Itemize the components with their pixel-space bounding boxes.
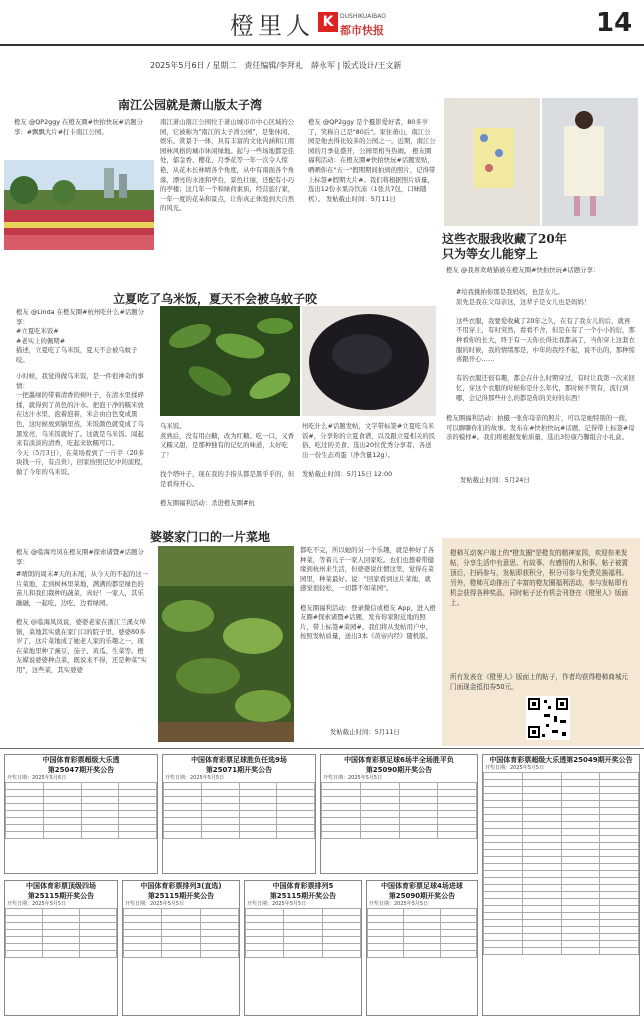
lottery-grid-8 xyxy=(367,908,477,958)
lottery-title-3: 中国体育彩票足球6场半全场胜平负 第25090期开奖公告 xyxy=(344,756,454,774)
story3-body: 小时候，我觉得做乌米饭，是一件很神奇的事情： 一把墨绿的带着清香的树叶子，在清水里揉碎揉，就得到了黄色的汁水。把泡干净的糯米放在这汁水里，泡着泡着，米会由白色变成黑色，这时候放到锅里蒸，米饭颜色就变成了乌黑发亮，乌米饭就好了。这就是乌米饭。闻起来有淡淡的清香，吃起来软糯可口。 今天（5月3日），在菜场看到了一斤半（20多块钱一斤，有点贵），回家按照记忆中的流程，做了今年的乌米饭。 xyxy=(16,372,148,476)
lottery-table-4 xyxy=(482,754,640,1016)
logo-english: DUSHIKUAIBAO xyxy=(340,13,386,20)
lottery-grid-6 xyxy=(123,908,239,958)
vegetable-garden-photo xyxy=(158,546,294,742)
story3-body-middle: 乌米饭。 煮熟后，没有用白糖，改为红糖。吃一口，又香又糯又甜，是那种独有的记忆的味道，太好吃了！ 找个塔叶子，现在我的手指头都是黑乎乎的，但是看得开心。 橙友圈福利活动：杀进橙友圈#杭 xyxy=(160,422,295,507)
park-photo xyxy=(4,160,154,250)
lottery-grid-1 xyxy=(5,782,157,839)
lottery-grid-5 xyxy=(5,908,117,958)
story4-intro: 橙友 @临海弯凤在橙友圈#探索诸暨#话题分享： xyxy=(16,548,144,566)
lottery-date-5: 开奖日期：2025年5月5日 xyxy=(7,901,67,907)
promo-box xyxy=(442,538,640,746)
lottery-date-4: 开奖日期：2025年5月5日 xyxy=(485,765,545,771)
story2-intro: 橙友 @我喜欢萌猫被在橙友圈#快拍快玩#话题分享： xyxy=(446,266,600,274)
story1-intro: 橙友 @QP2ggy 在橙友圈#快拍快玩#话题分享：#飘飘大片#打卡南江公园。 xyxy=(14,118,144,136)
story4-body: #晴朗的周末#天的末尾，从今天的不起的这一片菜地，走到树林里菜地，满满的都是绿色的苗儿和我们栽种的蔬菜，真好！一家人，其乐融融，一起吃，边吃，边看绿园。 橙友 @临海凤凤说，婆婆老家在浙江兰溪女埠镇，菜地其实就在家门口的院子里，婆婆80多岁了，这片菜地成了她老人家的乐趣之一，现在菜地里种了豌豆、茄子、黄瓜、生菜等。橙友媒说婆婆种点菜，既说来不得，还是种菜"实用"，这些菜，其实婆婆 xyxy=(16,570,149,674)
newspaper-logo-icon: K xyxy=(318,12,338,32)
dateline: 2025年5月6日 / 星期二 责任编辑/李拜礼 薛永军 | 版式设计/王文新 xyxy=(150,61,402,70)
lottery-title-7: 中国体育彩票排列5 第25115期开奖公告 xyxy=(269,882,337,900)
story3-intro: 橙友 @Linda 在橙友圈#杭州吃什么#话题分享： #立夏吃米饭# #老实上的佩期# 描述，立夏吃了乌米饭，夏天不会被乌蚊子咬。 xyxy=(16,308,144,364)
lottery-table-2 xyxy=(162,754,316,874)
lottery-title-1: 中国体育彩票超级大乐透 第25047期开奖公告 xyxy=(42,756,120,774)
story2-footer: 橙友圈福利活动：拍摄一张你母亲的照片，可以是她特别的一面，可以聊聊你们的故事。发布在#快拍快玩#话题，记得带上标签#母亲的模样#。我们将根据发帖质量，选出3份康乃馨组合小礼盒。 xyxy=(446,414,635,442)
story4-body-right: 都吃不完，所以她的另一个乐趣，就是种好了各种菜，等着儿子一家人回家吃。也们也想着带健缘到杭州来生活，但婆婆说住惯这里，觉得在菜园里，种菜最好。说："回家看到这片菜地，就感觉很轻松，一切都不如菜园"。 橙友圈福利活动：登录微信或橙友 App，进入橙友圈#探索诸暨#话题，发布你家附近地的照片，带上标签#菜园#。我们将从发帖用户中，按照发帖质量，送出3本《黄帝内经》随机版。 xyxy=(300,546,436,641)
lottery-grid-3 xyxy=(321,782,477,839)
story1-title: 南江公园就是萧山版太子湾 xyxy=(117,98,262,112)
promo-note: 所有发表在《橙里人》版面上的帖子，作者均获得橙柿商城元门面现金抵扣券50元。 xyxy=(450,673,629,691)
logo-chinese: 都市快报 xyxy=(340,24,384,37)
lottery-grid-2 xyxy=(163,782,315,839)
lottery-table-6 xyxy=(122,880,240,1016)
lottery-table-3 xyxy=(320,754,478,874)
leaves-photo xyxy=(160,306,300,416)
lottery-title-5: 中国体育彩票顶级四场 第25115期开奖公告 xyxy=(26,882,96,900)
black-rice-photo xyxy=(302,306,436,416)
story3-body-right: 州吃什么#话题发帖，文字带标签#立夏吃乌米饭#，分享你的立夏食谱，以及跟立夏相关的民俗、吃过的美食、选出20位优秀分享者，各送出一份生态鸡蛋（净含量12g）。 发帖截止时间：5月15日 12:00 xyxy=(302,422,436,478)
story1-body-right: 橙友 @QP2ggy 是个摄影爱好者，80多岁了，笑称自己是"80后"。家住萧山，南江公园是他去得比较多的公园之一。近期，南江公园的月季花盛开，公园里相当热闹。 橙友圈福利活动：在橙友圈#快拍快玩#话题发贴，晒晒你在"五一"假期期间拍到的照片，记得带上标签#假期大片#。我们将根据照片质量，选出12份水果冷饮冻（1张共7包，口味随机）。 发帖截止时间：5月11日 xyxy=(308,118,436,203)
lottery-date-6: 开奖日期：2025年5月5日 xyxy=(125,901,185,907)
lottery-grid-7 xyxy=(245,908,361,958)
story2-quote: #给我挑拍你那是我妈妈，也是女儿。 原先是我在父母亲这，这辈子是女儿也是妈妈！ 这些衣服，我要爱收藏了20年之久，在有了我女儿的后，就再不用穿上，有时突然，看看不舍，但是在有了一个小小的衍，那种看你的长大，终于有一天你长得比我都高了，当你穿上这套衣服的时候，我的情绪那是，中年的我经不起，说不出的，那种惊喜跟开心…… 有的衣服还很有趣，都会在什么时期穿过，有时让我第一次来回忆，穿这个衣服的时候你是什么年代，那时候不管有，流行到哪，会记得那些什么的都是你的美好的东西！ xyxy=(456,288,635,402)
section-title: 橙里人 xyxy=(230,12,314,40)
lottery-table-1 xyxy=(4,754,158,874)
lottery-title-8: 中国体育彩票足球4场进球 第25090期开奖公告 xyxy=(381,882,463,900)
lottery-title-2: 中国体育彩票足球胜负任选9场 第25071期开奖公告 xyxy=(191,756,287,774)
lottery-table-7 xyxy=(244,880,362,1016)
lottery-table-8 xyxy=(366,880,478,1016)
lottery-date-3: 开奖日期：2025年5月5日 xyxy=(323,775,383,781)
lottery-grid-4 xyxy=(483,772,639,955)
story1-body: 南江萧山南江公园位于萧山城市市中心区域的公园，它被称为"南江的太子湾公园"，是集休闲、娱乐、赏景于一体，具有丰富的文化内涵和江南园林风格的城市休闲绿地。起与一些场地都是佳处，郁金香、樱花、月季花等一年一次令人惊艳，从花木长林晴各个角度，从中有南面各个角落，漂亮的水池和亭台，景色壮丽，还配有小巧的亭楼；这几年一个和绿荷素质，经营旅行家，一年一度的花朵和景点，让你真正体验到大自然的风光。 xyxy=(160,118,295,213)
story3-title: 立夏吃了乌米饭，夏天不会被乌蚊子咬 xyxy=(112,292,317,306)
lottery-table-5 xyxy=(4,880,118,1016)
story2-title: 这些衣服我收藏了20年 只为等女儿能穿上 xyxy=(442,232,567,261)
qr-code-icon[interactable] xyxy=(526,696,570,740)
lottery-rule xyxy=(0,748,644,749)
promo-text: 橙柿互动客户端上的"橙友圈"是橙友的精神家园，欢迎你来发帖，分享生活中有意思、有故事、有感悟的人和事。帖子被置顶后，扫码参与，发帖即获积分，积分可参与免费兑换福利。另外，橙柿互动推出了丰富的橙友圈福利活动，参与发帖即有机会获得各种奖品，同时帖子还有机会刊登在《橙里人》版面上。 xyxy=(450,549,629,607)
lottery-title-6: 中国体育彩票排列3(直选) 第25115期开奖公告 xyxy=(140,882,222,900)
lottery-date-8: 开奖日期：2025年5月5日 xyxy=(369,901,429,907)
story2-deadline: 发帖截止时间：5月24日 xyxy=(460,476,530,484)
lottery-date-2: 开奖日期：2025年5月5日 xyxy=(165,775,225,781)
dress-photos xyxy=(444,98,638,226)
lottery-date-1: 开奖日期：2025年5月6日 xyxy=(7,775,67,781)
story4-deadline: 发帖截止时间：5月11日 xyxy=(330,728,400,736)
lottery-date-7: 开奖日期：2025年5月5日 xyxy=(247,901,307,907)
story4-title: 婆婆家门口的一片菜地 xyxy=(149,530,270,544)
lottery-title-4: 中国体育彩票超级大乐透第25049期开奖公告 xyxy=(489,756,633,764)
page-number: 14 xyxy=(596,8,633,38)
header-rule xyxy=(0,44,644,46)
